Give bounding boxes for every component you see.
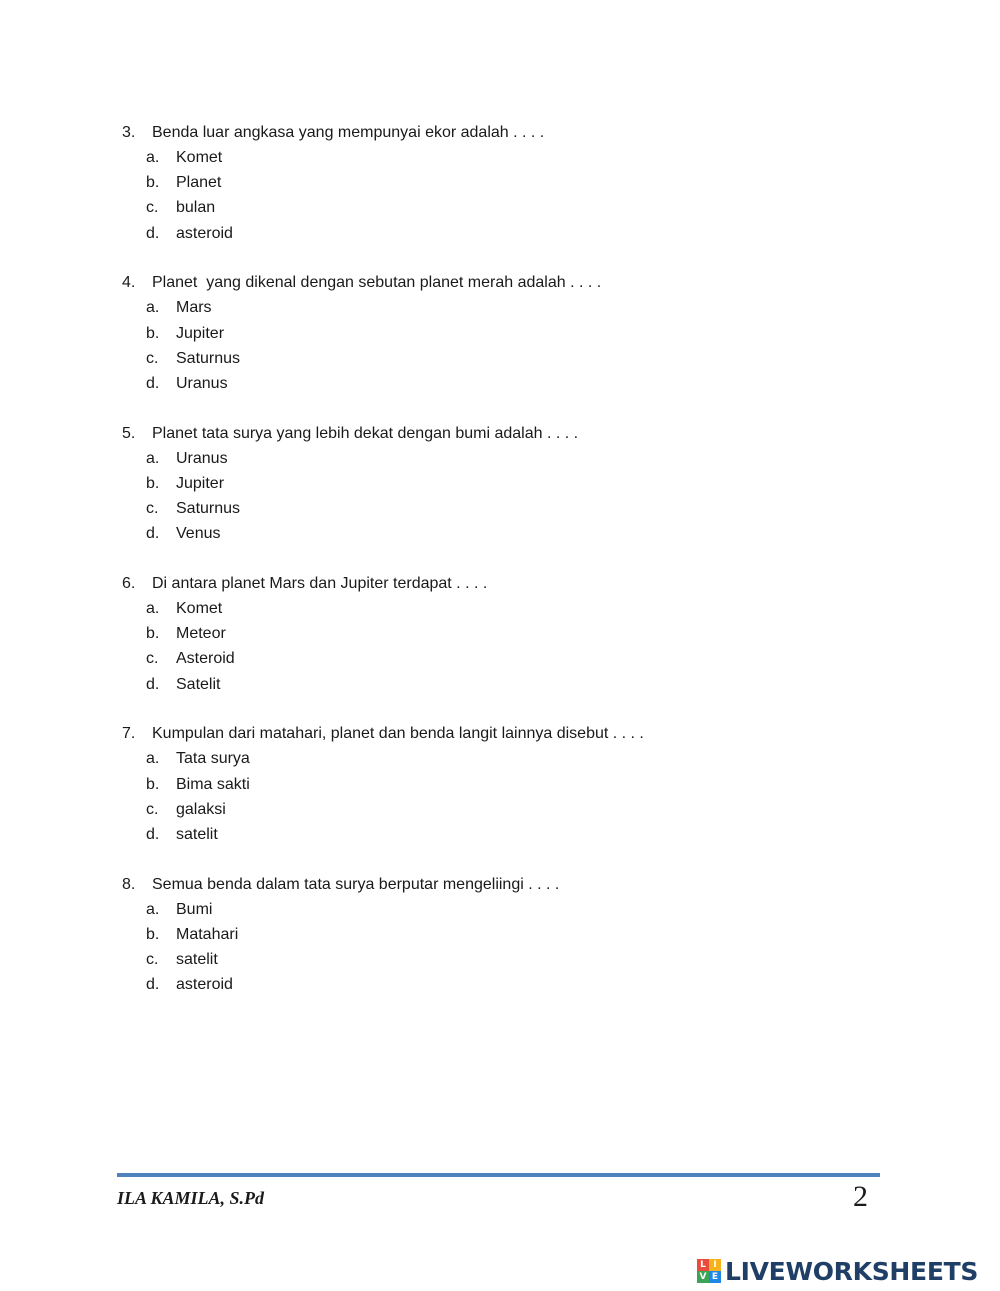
answer-option [0,922,1000,947]
option-letter: a. [146,149,160,166]
question-number: 5. [122,424,136,442]
answer-option [0,596,1000,621]
question-item [0,721,1000,847]
question-text: Planet yang dikenal dengan sebutan planet merah adalah . . . . [152,274,602,292]
answer-option [0,221,1000,246]
question-item [0,270,1000,396]
question-line [0,721,1000,746]
question-line [0,120,1000,145]
option-text: Komet [176,149,223,166]
option-text: asteroid [176,224,233,242]
answer-option [0,822,1000,847]
question-text: Di antara planet Mars dan Jupiter terdapat . . . . [152,575,488,593]
option-letter: b. [146,775,160,793]
question-text: Semua benda dalam tata surya berputar mengeliingi . . . . [152,875,560,893]
option-letter: a. [146,900,160,918]
option-letter: d. [146,675,160,693]
option-letter: d. [146,976,160,994]
question-text: Benda luar angkasa yang mempunyai ekor adalah . . . . [152,124,545,141]
option-text: Bima sakti [176,775,250,793]
option-letter: d. [146,374,160,392]
option-letter: b. [146,925,160,943]
option-letter: c. [146,800,159,818]
option-text: Uranus [176,374,228,392]
answer-option [0,471,1000,496]
option-letter: c. [146,199,159,217]
liveworksheets-watermark [697,1256,978,1286]
answer-option [0,295,1000,320]
option-letter: a. [146,299,160,317]
answer-option [0,170,1000,195]
answer-option [0,972,1000,997]
question-number: 4. [122,274,136,292]
question-number: 3. [122,124,136,141]
question-list [0,120,1000,1022]
option-text: Jupiter [176,474,225,492]
footer-rule [117,1173,880,1177]
option-text: Satelit [176,675,221,693]
logo-letter: L [697,1259,709,1271]
liveworksheets-logo-icon [697,1259,721,1283]
option-text: satelit [176,951,218,969]
question-text: Planet tata surya yang lebih dekat dengan bumi adalah . . . . [152,424,579,442]
option-letter: b. [146,625,160,643]
option-text: asteroid [176,976,233,994]
answer-option [0,321,1000,346]
page-number: 2 [853,1180,868,1213]
option-text: satelit [176,825,218,843]
answer-option [0,371,1000,396]
option-letter: d. [146,224,160,242]
question-number: 8. [122,875,136,893]
option-text: bulan [176,199,216,217]
option-letter: a. [146,600,160,618]
answer-option [0,746,1000,771]
question-item [0,571,1000,697]
option-text: Planet [176,174,222,192]
option-letter: a. [146,449,160,467]
option-letter: c. [146,500,159,518]
answer-option [0,195,1000,220]
option-text: Komet [176,600,223,618]
answer-option [0,797,1000,822]
option-text: galaksi [176,800,226,818]
answer-option [0,346,1000,371]
option-text: Venus [176,525,221,543]
logo-letter: V [697,1271,709,1283]
watermark-text: LIVEWORKSHEETS [725,1256,979,1286]
logo-letter: E [709,1271,721,1283]
option-letter: d. [146,525,160,543]
answer-option [0,772,1000,797]
option-text: Jupiter [176,324,225,342]
option-letter: b. [146,474,160,492]
option-text: Saturnus [176,349,241,367]
option-text: Bumi [176,900,213,918]
answer-option [0,496,1000,521]
footer-author: ILA KAMILA, S.Pd [117,1188,265,1208]
option-text: Meteor [176,625,226,643]
option-letter: b. [146,324,160,342]
question-number: 7. [122,725,136,743]
answer-option [0,621,1000,646]
option-letter: c. [146,349,159,367]
question-line [0,872,1000,897]
question-line [0,270,1000,295]
question-text: Kumpulan dari matahari, planet dan benda langit lainnya disebut . . . . [152,725,644,743]
option-letter: b. [146,174,160,192]
logo-letter: I [709,1259,721,1271]
question-line [0,571,1000,596]
option-text: Mars [176,299,212,317]
option-text: Saturnus [176,500,241,518]
option-letter: c. [146,650,159,668]
option-letter: c. [146,951,159,969]
option-text: Matahari [176,925,239,943]
option-text: Uranus [176,449,228,467]
question-item [0,872,1000,998]
answer-option [0,446,1000,471]
option-text: Asteroid [176,650,235,668]
question-item [0,421,1000,547]
question-number: 6. [122,575,136,593]
answer-option [0,646,1000,671]
option-letter: a. [146,750,160,768]
answer-option [0,145,1000,170]
answer-option [0,672,1000,697]
option-letter: d. [146,825,160,843]
option-text: Tata surya [176,750,250,768]
answer-option [0,947,1000,972]
question-item [0,120,1000,246]
answer-option [0,897,1000,922]
question-line [0,421,1000,446]
answer-option [0,521,1000,546]
